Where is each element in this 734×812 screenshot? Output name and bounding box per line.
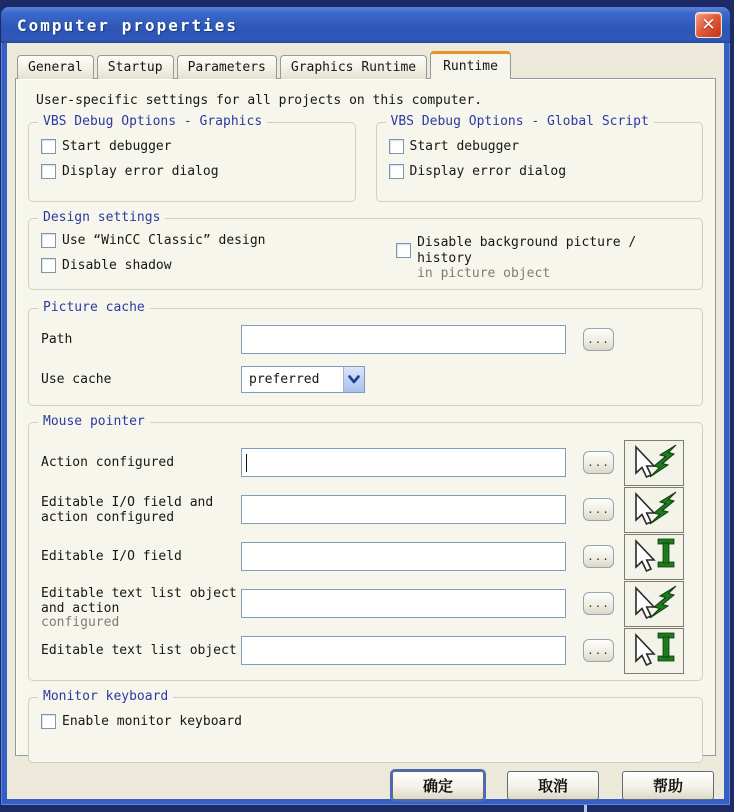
use-cache-label: Use cache <box>41 372 112 387</box>
cursor-ibeam-icon[interactable] <box>624 628 684 674</box>
browse-button[interactable]: ... <box>583 545 614 568</box>
checkbox-icon[interactable] <box>396 243 411 258</box>
chevron-down-icon[interactable] <box>343 367 364 392</box>
cancel-button[interactable]: 取消 <box>507 771 599 800</box>
tab-parameters[interactable]: Parameters <box>177 55 277 79</box>
close-icon: ✕ <box>701 14 716 35</box>
row-editable-io-and-action: Editable I/O field and action configured ... <box>41 486 694 533</box>
computer-properties-dialog <box>1 7 730 805</box>
editable-io-action-input[interactable] <box>241 495 566 524</box>
checkbox-start-debugger-graphics[interactable]: Start debugger <box>41 139 345 155</box>
group-title: Design settings <box>38 210 165 225</box>
checkbox-enable-monitor-keyboard[interactable]: Enable monitor keyboard <box>41 714 692 730</box>
group-title: VBS Debug Options - Graphics <box>38 114 267 129</box>
checkbox-wincc-classic-design[interactable]: Use “WinCC Classic” design <box>41 233 396 249</box>
checkbox-icon[interactable] <box>389 164 404 179</box>
path-label: Path <box>41 332 73 347</box>
editable-io-input[interactable] <box>241 542 566 571</box>
browse-button[interactable]: ... <box>583 451 614 474</box>
intro-text: User-specific settings for all projects on this computer. <box>36 93 483 108</box>
help-button[interactable]: 帮助 <box>622 771 714 800</box>
cursor-action-lightning-icon[interactable] <box>624 581 684 627</box>
action-configured-input[interactable] <box>241 448 566 477</box>
path-input[interactable] <box>241 325 566 354</box>
dialog-client-area <box>7 43 724 799</box>
checkbox-icon[interactable] <box>41 233 56 248</box>
group-title: VBS Debug Options - Global Script <box>386 114 654 129</box>
clipped-text: configured <box>41 614 120 630</box>
cursor-action-lightning-icon[interactable] <box>624 487 684 533</box>
path-browse-button[interactable]: ... <box>583 328 614 351</box>
tab-runtime[interactable]: Runtime <box>430 51 511 79</box>
group-vbs-graphics <box>28 114 356 202</box>
checkbox-display-error-dialog-graphics[interactable]: Display error dialog <box>41 164 345 180</box>
checkbox-icon[interactable] <box>41 164 56 179</box>
use-cache-select[interactable] <box>241 366 365 393</box>
group-design-settings <box>28 210 703 290</box>
clipped-text: in picture object <box>417 266 551 281</box>
group-picture-cache <box>28 300 703 406</box>
group-title: Mouse pointer <box>38 414 150 429</box>
browse-button[interactable]: ... <box>583 592 614 615</box>
cursor-action-lightning-icon[interactable] <box>624 440 684 486</box>
row-action-configured: Action configured ... <box>41 439 694 486</box>
checkbox-icon[interactable] <box>389 139 404 154</box>
group-monitor-keyboard <box>28 689 703 763</box>
tab-general[interactable]: General <box>17 55 94 79</box>
window-title: Computer properties <box>17 15 239 35</box>
checkbox-icon[interactable] <box>41 258 56 273</box>
group-title: Monitor keyboard <box>38 689 173 704</box>
row-editable-textlist-object: Editable text list object ... <box>41 627 694 674</box>
editable-textlist-input[interactable] <box>241 636 566 665</box>
group-mouse-pointer <box>28 414 703 681</box>
checkbox-icon[interactable] <box>41 139 56 154</box>
background-window-edge <box>584 805 587 812</box>
checkbox-start-debugger-global[interactable]: Start debugger <box>389 139 693 155</box>
checkbox-disable-background-picture[interactable]: Disable background picture / history in picture object <box>396 235 692 274</box>
row-editable-textlist-and-action: Editable text list object and action configured ... <box>41 580 694 627</box>
ok-button[interactable]: 确定 <box>392 771 484 800</box>
title-bar[interactable] <box>1 7 730 43</box>
vbs-groups-row <box>28 114 703 202</box>
checkbox-icon[interactable] <box>41 714 56 729</box>
runtime-tab-page <box>15 78 716 756</box>
cursor-ibeam-icon[interactable] <box>624 534 684 580</box>
tab-startup[interactable]: Startup <box>97 55 174 79</box>
group-title: Picture cache <box>38 300 150 315</box>
row-editable-io-field: Editable I/O field ... <box>41 533 694 580</box>
browse-button[interactable]: ... <box>583 498 614 521</box>
browse-button[interactable]: ... <box>583 639 614 662</box>
use-cache-value: preferred <box>249 372 320 387</box>
close-button[interactable] <box>695 12 722 38</box>
text-caret <box>246 454 247 472</box>
tab-graphics-runtime[interactable]: Graphics Runtime <box>280 55 427 79</box>
checkbox-display-error-dialog-global[interactable]: Display error dialog <box>389 164 693 180</box>
editable-textlist-action-input[interactable] <box>241 589 566 618</box>
checkbox-disable-shadow[interactable]: Disable shadow <box>41 258 396 274</box>
group-vbs-global-script <box>376 114 704 202</box>
tab-strip <box>15 51 716 79</box>
